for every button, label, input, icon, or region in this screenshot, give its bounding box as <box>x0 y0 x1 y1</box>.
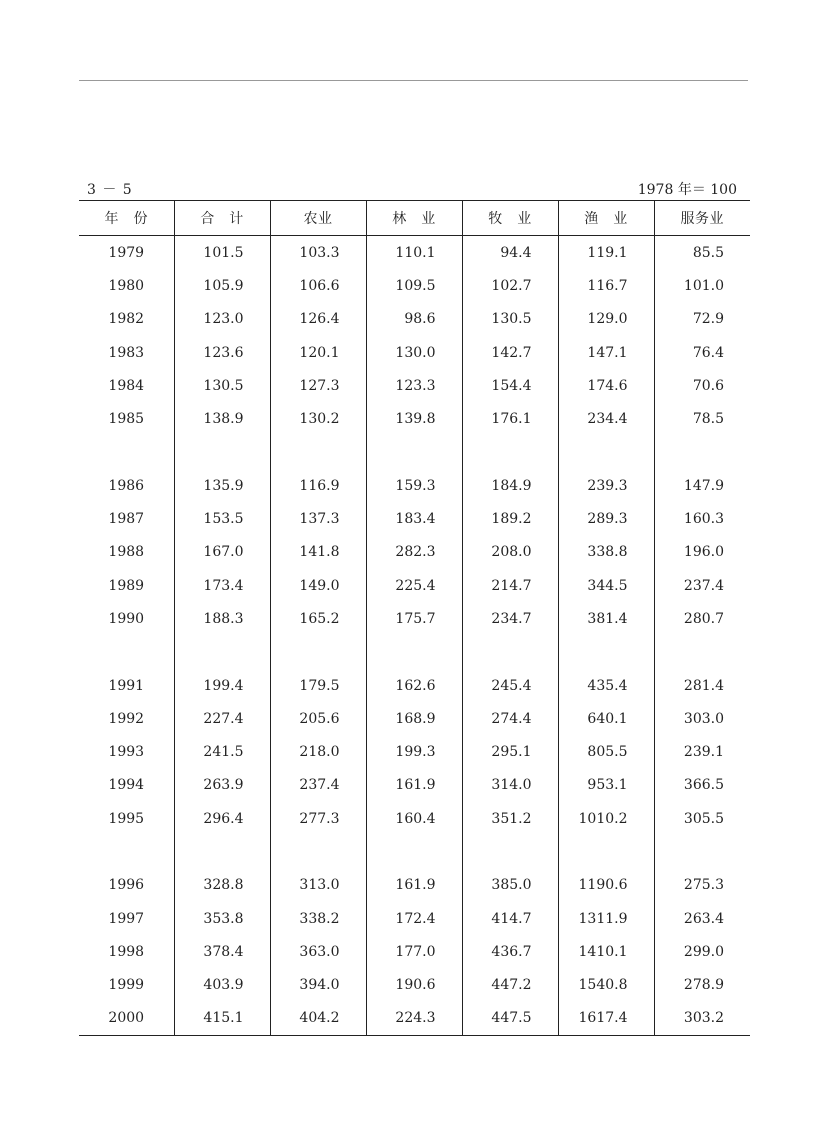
cell-forestry: 190.6 <box>366 969 462 1002</box>
cell-year: 1987 <box>108 511 145 528</box>
cell-animal-husbandry: 176.1 <box>462 402 558 435</box>
spacer-cell <box>79 636 174 669</box>
cell-animal-husbandry: 102.7 <box>462 269 558 302</box>
cell-total: 105.9 <box>174 269 270 302</box>
cell-animal-husbandry: 142.7 <box>462 336 558 369</box>
cell-fishery: 435.4 <box>558 669 654 702</box>
cell-animal-husbandry: 295.1 <box>462 735 558 768</box>
cell-fishery: 239.3 <box>558 469 654 502</box>
table-row <box>79 602 750 635</box>
cell-forestry: 199.3 <box>366 735 462 768</box>
cell-total: 378.4 <box>174 935 270 968</box>
cell-agriculture: 179.5 <box>270 669 366 702</box>
table-row <box>79 802 750 835</box>
cell-year: 1988 <box>108 544 145 561</box>
cell-agriculture: 106.6 <box>270 269 366 302</box>
cell-services: 303.0 <box>654 702 750 735</box>
cell-forestry: 109.5 <box>366 269 462 302</box>
cell-forestry: 110.1 <box>366 236 462 270</box>
cell-total: 130.5 <box>174 369 270 402</box>
cell-animal-husbandry: 154.4 <box>462 369 558 402</box>
cell-total: 227.4 <box>174 702 270 735</box>
group-spacer-row <box>79 835 750 868</box>
cell-total: 199.4 <box>174 669 270 702</box>
header-total: 合 计 <box>174 201 270 236</box>
cell-forestry: 172.4 <box>366 902 462 935</box>
cell-services: 160.3 <box>654 502 750 535</box>
cell-services: 78.5 <box>654 402 750 435</box>
table-row <box>79 969 750 1002</box>
cell-year: 1986 <box>108 477 145 494</box>
cell-services: 237.4 <box>654 569 750 602</box>
cell-agriculture: 120.1 <box>270 336 366 369</box>
cell-animal-husbandry: 234.7 <box>462 602 558 635</box>
cell-animal-husbandry: 245.4 <box>462 669 558 702</box>
cell-year: 1997 <box>108 910 145 927</box>
spacer-cell <box>79 835 174 868</box>
cell-agriculture: 126.4 <box>270 303 366 336</box>
cell-animal-husbandry: 274.4 <box>462 702 558 735</box>
cell-fishery: 640.1 <box>558 702 654 735</box>
cell-forestry: 225.4 <box>366 569 462 602</box>
cell-fishery: 129.0 <box>558 303 654 336</box>
cell-services: 280.7 <box>654 602 750 635</box>
cell-agriculture: 141.8 <box>270 536 366 569</box>
spacer-cell <box>654 636 750 669</box>
table-body <box>79 236 750 1036</box>
cell-total: 153.5 <box>174 502 270 535</box>
table-row <box>79 735 750 768</box>
cell-agriculture: 277.3 <box>270 802 366 835</box>
table-row <box>79 303 750 336</box>
cell-year: 1983 <box>108 344 145 361</box>
cell-services: 85.5 <box>654 236 750 270</box>
cell-total: 167.0 <box>174 536 270 569</box>
cell-services: 278.9 <box>654 969 750 1002</box>
cell-year: 1998 <box>108 943 145 960</box>
spacer-cell <box>462 436 558 469</box>
cell-year: 1989 <box>108 577 145 594</box>
cell-fishery: 805.5 <box>558 735 654 768</box>
cell-agriculture: 394.0 <box>270 969 366 1002</box>
cell-animal-husbandry: 385.0 <box>462 869 558 902</box>
cell-agriculture: 116.9 <box>270 469 366 502</box>
cell-services: 101.0 <box>654 269 750 302</box>
cell-animal-husbandry: 447.2 <box>462 969 558 1002</box>
cell-animal-husbandry: 214.7 <box>462 569 558 602</box>
cell-animal-husbandry: 130.5 <box>462 303 558 336</box>
cell-forestry: 161.9 <box>366 769 462 802</box>
spacer-cell <box>270 835 366 868</box>
spacer-cell <box>366 835 462 868</box>
cell-animal-husbandry: 414.7 <box>462 902 558 935</box>
cell-year: 1999 <box>108 977 145 994</box>
cell-animal-husbandry: 208.0 <box>462 536 558 569</box>
cell-agriculture: 165.2 <box>270 602 366 635</box>
base-year-note: 1978 年＝ 100 <box>637 182 737 198</box>
cell-total: 135.9 <box>174 469 270 502</box>
cell-forestry: 168.9 <box>366 702 462 735</box>
spacer-cell <box>462 636 558 669</box>
spacer-cell <box>366 436 462 469</box>
cell-forestry: 282.3 <box>366 536 462 569</box>
spacer-cell <box>270 436 366 469</box>
spacer-cell <box>366 636 462 669</box>
cell-services: 366.5 <box>654 769 750 802</box>
cell-agriculture: 313.0 <box>270 869 366 902</box>
cell-year: 2000 <box>79 1002 174 1036</box>
cell-total: 138.9 <box>174 402 270 435</box>
header-services: 服务业 <box>654 201 750 236</box>
cell-total: 296.4 <box>174 802 270 835</box>
cell-agriculture: 218.0 <box>270 735 366 768</box>
cell-total: 123.6 <box>174 336 270 369</box>
cell-fishery: 381.4 <box>558 602 654 635</box>
cell-services: 70.6 <box>654 369 750 402</box>
table-row <box>79 669 750 702</box>
cell-animal-husbandry: 447.5 <box>462 1002 558 1036</box>
cell-forestry: 139.8 <box>366 402 462 435</box>
cell-fishery: 119.1 <box>558 236 654 270</box>
cell-year: 1979 <box>108 244 145 261</box>
cell-services: 239.1 <box>654 735 750 768</box>
cell-fishery: 1410.1 <box>558 935 654 968</box>
table-row <box>79 569 750 602</box>
cell-fishery: 234.4 <box>558 402 654 435</box>
cell-fishery: 174.6 <box>558 369 654 402</box>
cell-year: 1996 <box>108 877 145 894</box>
cell-fishery: 1190.6 <box>558 869 654 902</box>
cell-fishery: 1311.9 <box>558 902 654 935</box>
table-row <box>79 536 750 569</box>
cell-total: 263.9 <box>174 769 270 802</box>
spacer-cell <box>558 636 654 669</box>
cell-year: 1984 <box>108 377 145 394</box>
cell-agriculture: 338.2 <box>270 902 366 935</box>
cell-fishery: 953.1 <box>558 769 654 802</box>
header-agriculture: 农业 <box>270 201 366 236</box>
cell-agriculture: 363.0 <box>270 935 366 968</box>
spacer-cell <box>270 636 366 669</box>
cell-forestry: 130.0 <box>366 336 462 369</box>
cell-forestry: 123.3 <box>366 369 462 402</box>
cell-animal-husbandry: 184.9 <box>462 469 558 502</box>
cell-year: 1992 <box>108 710 145 727</box>
spacer-cell <box>462 835 558 868</box>
cell-fishery: 289.3 <box>558 502 654 535</box>
cell-total: 415.1 <box>174 1002 270 1036</box>
cell-services: 305.5 <box>654 802 750 835</box>
header-fishery: 渔 业 <box>558 201 654 236</box>
group-spacer-row <box>79 636 750 669</box>
table-row <box>79 469 750 502</box>
cell-agriculture: 237.4 <box>270 769 366 802</box>
cell-total: 123.0 <box>174 303 270 336</box>
cell-agriculture: 130.2 <box>270 402 366 435</box>
cell-services: 303.2 <box>654 1002 750 1036</box>
cell-year: 1985 <box>108 411 145 428</box>
cell-total: 403.9 <box>174 969 270 1002</box>
cell-total: 188.3 <box>174 602 270 635</box>
cell-year: 1982 <box>108 311 145 328</box>
table-row <box>79 402 750 435</box>
table-row <box>79 935 750 968</box>
cell-forestry: 159.3 <box>366 469 462 502</box>
table-row <box>79 769 750 802</box>
cell-forestry: 177.0 <box>366 935 462 968</box>
table-row <box>79 269 750 302</box>
spacer-cell <box>174 636 270 669</box>
cell-fishery: 1617.4 <box>558 1002 654 1036</box>
spacer-cell <box>558 436 654 469</box>
cell-agriculture: 149.0 <box>270 569 366 602</box>
cell-fishery: 1540.8 <box>558 969 654 1002</box>
cell-agriculture: 205.6 <box>270 702 366 735</box>
cell-services: 281.4 <box>654 669 750 702</box>
spacer-cell <box>79 436 174 469</box>
cell-year: 1993 <box>108 744 145 761</box>
cell-forestry: 224.3 <box>366 1002 462 1036</box>
cell-animal-husbandry: 94.4 <box>462 236 558 270</box>
cell-animal-husbandry: 351.2 <box>462 802 558 835</box>
table-row <box>79 336 750 369</box>
table-row <box>79 236 750 270</box>
header-row <box>79 201 750 236</box>
table-row <box>79 702 750 735</box>
spacer-cell <box>654 436 750 469</box>
spacer-cell <box>558 835 654 868</box>
header-year: 年 份 <box>79 201 174 236</box>
table-row <box>79 902 750 935</box>
cell-animal-husbandry: 314.0 <box>462 769 558 802</box>
cell-total: 101.5 <box>174 236 270 270</box>
table-row <box>79 869 750 902</box>
cell-forestry: 175.7 <box>366 602 462 635</box>
cell-fishery: 116.7 <box>558 269 654 302</box>
cell-fishery: 1010.2 <box>558 802 654 835</box>
cell-services: 196.0 <box>654 536 750 569</box>
cell-total: 241.5 <box>174 735 270 768</box>
spacer-cell <box>174 835 270 868</box>
cell-services: 275.3 <box>654 869 750 902</box>
group-spacer-row <box>79 436 750 469</box>
cell-forestry: 98.6 <box>366 303 462 336</box>
table-number: 3 － 5 <box>87 182 133 198</box>
cell-forestry: 162.6 <box>366 669 462 702</box>
cell-services: 76.4 <box>654 336 750 369</box>
cell-animal-husbandry: 189.2 <box>462 502 558 535</box>
table-row <box>79 502 750 535</box>
cell-year: 1990 <box>108 610 145 627</box>
cell-total: 173.4 <box>174 569 270 602</box>
cell-services: 147.9 <box>654 469 750 502</box>
cell-services: 263.4 <box>654 902 750 935</box>
page-top-rule <box>79 80 748 81</box>
cell-total: 353.8 <box>174 902 270 935</box>
spacer-cell <box>174 436 270 469</box>
cell-forestry: 161.9 <box>366 869 462 902</box>
cell-agriculture: 103.3 <box>270 236 366 270</box>
cell-agriculture: 404.2 <box>270 1002 366 1036</box>
cell-services: 72.9 <box>654 303 750 336</box>
cell-year: 1995 <box>108 810 145 827</box>
cell-year: 1991 <box>108 677 145 694</box>
table-row <box>79 1002 750 1036</box>
cell-year: 1994 <box>108 777 145 794</box>
cell-total: 328.8 <box>174 869 270 902</box>
index-table <box>79 200 750 1036</box>
spacer-cell <box>654 835 750 868</box>
cell-fishery: 147.1 <box>558 336 654 369</box>
table-row <box>79 369 750 402</box>
header-animal-husbandry: 牧 业 <box>462 201 558 236</box>
header-forestry: 林 业 <box>366 201 462 236</box>
cell-agriculture: 137.3 <box>270 502 366 535</box>
cell-fishery: 338.8 <box>558 536 654 569</box>
cell-services: 299.0 <box>654 935 750 968</box>
cell-year: 1980 <box>108 277 145 294</box>
cell-fishery: 344.5 <box>558 569 654 602</box>
cell-animal-husbandry: 436.7 <box>462 935 558 968</box>
cell-agriculture: 127.3 <box>270 369 366 402</box>
cell-forestry: 160.4 <box>366 802 462 835</box>
cell-forestry: 183.4 <box>366 502 462 535</box>
